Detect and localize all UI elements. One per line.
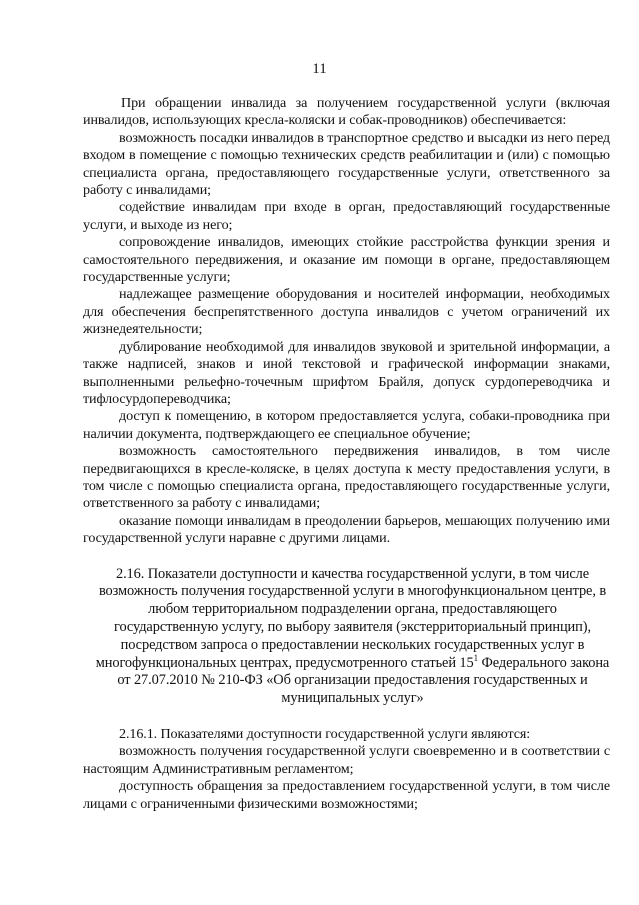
document-body xyxy=(83,95,610,813)
paragraph: возможность самостоятельного передвижения инвалидов, в том числе передвигающихся в кресле-коляске, в целях доступа к месту предоставления услуги, в том числе с помощью специалиста органа, предоставляющего государственные услуги, ответственного за работу с инвалидами; xyxy=(83,443,610,512)
spacer xyxy=(83,708,610,726)
heading-text-after: Федерального закона от 27.07.2010 № 210-ФЗ «Об организации предоставления государственных и муниципальных услуг» xyxy=(117,654,610,707)
paragraph: возможность получения государственной услуги своевременно и в соответствии с настоящим Административным регламентом; xyxy=(83,743,610,777)
paragraph: возможность посадки инвалидов в транспортное средство и высадки из него перед входом в помещение с помощью технических средств реабилитации и (или) с помощью специалиста органа, предоставляющего государственные услуги, ответственного за работу с инвалидами; xyxy=(83,129,610,199)
paragraph: дублирование необходимой для инвалидов звуковой и зрительной информации, а также надписей, знаков и иной текстовой и графической информации знаками, выполненными рельефно-точечным шрифтом Брайля, допуск сурдопереводчика и тифлосурдопереводчика; xyxy=(83,338,610,407)
page-number: 11 xyxy=(312,61,327,77)
paragraph: надлежащее размещение оборудования и носителей информации, необходимых для обеспечения беспрепятственного доступа инвалидов с учетом ограничений их жизнедеятельности; xyxy=(83,286,610,338)
heading-superscript: 1 xyxy=(473,652,479,663)
section-heading xyxy=(95,566,610,708)
paragraph: содействие инвалидам при входе в орган, предоставляющий государственные услуги, и выходе из него; xyxy=(83,199,610,233)
paragraph: доступность обращения за предоставлением государственной услуги, в том числе лицами с ограниченными физическими возможностями; xyxy=(83,778,610,812)
paragraph: 2.16.1. Показателями доступности государственной услуги являются: xyxy=(119,725,531,742)
paragraph: сопровождение инвалидов, имеющих стойкие расстройства функции зрения и самостоятельного передвижения, и оказание им помощи в органе, предоставляющем государственные услуги; xyxy=(83,234,610,286)
paragraph: При обращении инвалида за получением государственной услуги (включая инвалидов, использующих кресла-коляски и собак-проводников) обеспечивается: xyxy=(83,95,610,129)
paragraph: оказание помощи инвалидам в преодолении барьеров, мешающих получению ими государственной услуги наравне с другими лицами. xyxy=(83,512,610,547)
spacer xyxy=(83,548,610,566)
heading-text-before: 2.16. Показатели доступности и качества государственной услуги, в том числе возможность получения государственной услуги в многофункциональном центре, в любом территориальном подразделении органа, предоставляющего государственную услугу, по выбору заявителя (экстерриториальный принцип), посредством запроса о предоставлении нескольких государственных услуг в многофункциональных центрах, предусмотренного статьей 15 xyxy=(95,565,607,671)
paragraph: доступ к помещению, в котором предоставляется услуга, собаки-проводника при наличии документа, подтверждающего ее специальное обучение; xyxy=(83,408,610,442)
